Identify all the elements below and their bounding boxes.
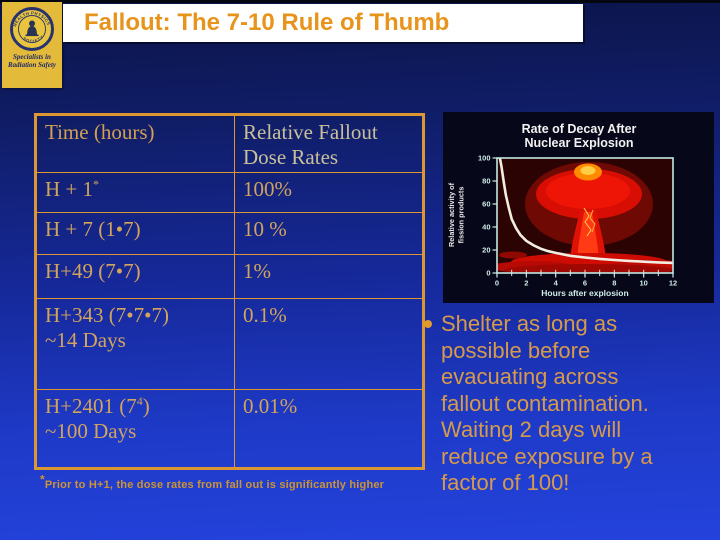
chart-title-line1: Rate of Decay After [521, 122, 637, 136]
time-cell [36, 299, 235, 390]
footnote-asterisk: * [40, 472, 45, 487]
time-text: H + 7 (1•7) [45, 217, 141, 241]
time-text-after: ) [142, 394, 150, 418]
time-text: H+343 (7•7•7) [45, 303, 169, 327]
svg-text:8: 8 [612, 278, 617, 288]
seal-top-text: HEALTH PHYSICS [12, 10, 52, 28]
table-row [36, 213, 424, 255]
time-cell [36, 213, 235, 255]
bullet-line: reduce exposure by a [441, 443, 653, 469]
svg-text:0: 0 [494, 278, 500, 288]
rate-cell: 0.01% [235, 390, 424, 469]
bullet-line: Waiting 2 days will [441, 417, 622, 442]
svg-text:4: 4 [553, 278, 558, 288]
title-bar [63, 4, 583, 42]
svg-text:0: 0 [486, 268, 491, 278]
fallout-table [34, 113, 425, 470]
rate-cell: 10 % [235, 213, 424, 255]
table-row [36, 173, 424, 213]
table-row [36, 390, 424, 469]
header-rate [235, 115, 424, 173]
slide-title: Fallout: The 7-10 Rule of Thumb [84, 9, 450, 36]
table-row [36, 255, 424, 299]
time-cell [36, 255, 235, 299]
table-row [36, 299, 424, 390]
hps-seal-icon [9, 6, 55, 52]
bullet-item [424, 311, 653, 497]
table-header-row [36, 115, 424, 173]
seal-bottom-text: SOCIETY [22, 33, 45, 44]
time-line2: ~14 Days [45, 328, 126, 352]
y-axis-label-line2: fission products [456, 186, 466, 244]
header-rate-line2: Dose Rates [243, 145, 339, 169]
header-rate-line1: Relative Fallout [243, 120, 378, 144]
svg-text:100: 100 [477, 153, 491, 163]
bullet-text [441, 311, 653, 497]
bullet-line: factor of 100! [441, 470, 570, 495]
time-text: H+2401 (7 [45, 394, 137, 418]
svg-text:10: 10 [639, 278, 648, 288]
logo-tagline-line1: Specialists in [13, 53, 51, 61]
slide-top-edge [0, 0, 720, 3]
svg-text:6: 6 [582, 278, 588, 288]
rate-cell: 0.1% [235, 299, 424, 390]
svg-text:12: 12 [668, 278, 678, 288]
x-axis-label: Hours after explosion [541, 288, 629, 298]
bullet-line: evacuating across [441, 364, 619, 389]
bullet-line: possible before [441, 337, 591, 363]
svg-text:60: 60 [482, 199, 491, 209]
logo-tagline [2, 53, 62, 69]
header-time: Time (hours) [36, 115, 235, 173]
svg-text:2: 2 [524, 278, 529, 288]
table-footnote [40, 472, 440, 491]
time-cell [36, 390, 235, 469]
svg-text:80: 80 [482, 176, 491, 186]
chart-title-line2: Nuclear Explosion [524, 136, 634, 150]
bullet-icon [424, 320, 432, 328]
time-text: H+49 (7•7) [45, 259, 141, 283]
time-cell [36, 173, 235, 213]
logo-tagline-line2: Radiation Safety [7, 61, 57, 69]
rate-cell: 100% [235, 173, 424, 213]
time-superscript: * [93, 177, 100, 191]
y-axis-label-line1: Relative activity of [447, 182, 456, 248]
svg-text:20: 20 [482, 245, 491, 255]
bullet-line: fallout contamination. [441, 390, 649, 416]
hps-logo [2, 2, 62, 88]
svg-text:40: 40 [482, 222, 491, 232]
time-text: H + 1 [45, 177, 94, 201]
footnote-text: Prior to H+1, the dose rates from fall out is significantly higher [44, 479, 385, 491]
decay-chart [443, 112, 714, 303]
time-line2: ~100 Days [45, 419, 137, 443]
rate-cell: 1% [235, 255, 424, 299]
bullet-line: Shelter as long as [441, 311, 618, 336]
time-superscript: 4 [136, 394, 143, 408]
